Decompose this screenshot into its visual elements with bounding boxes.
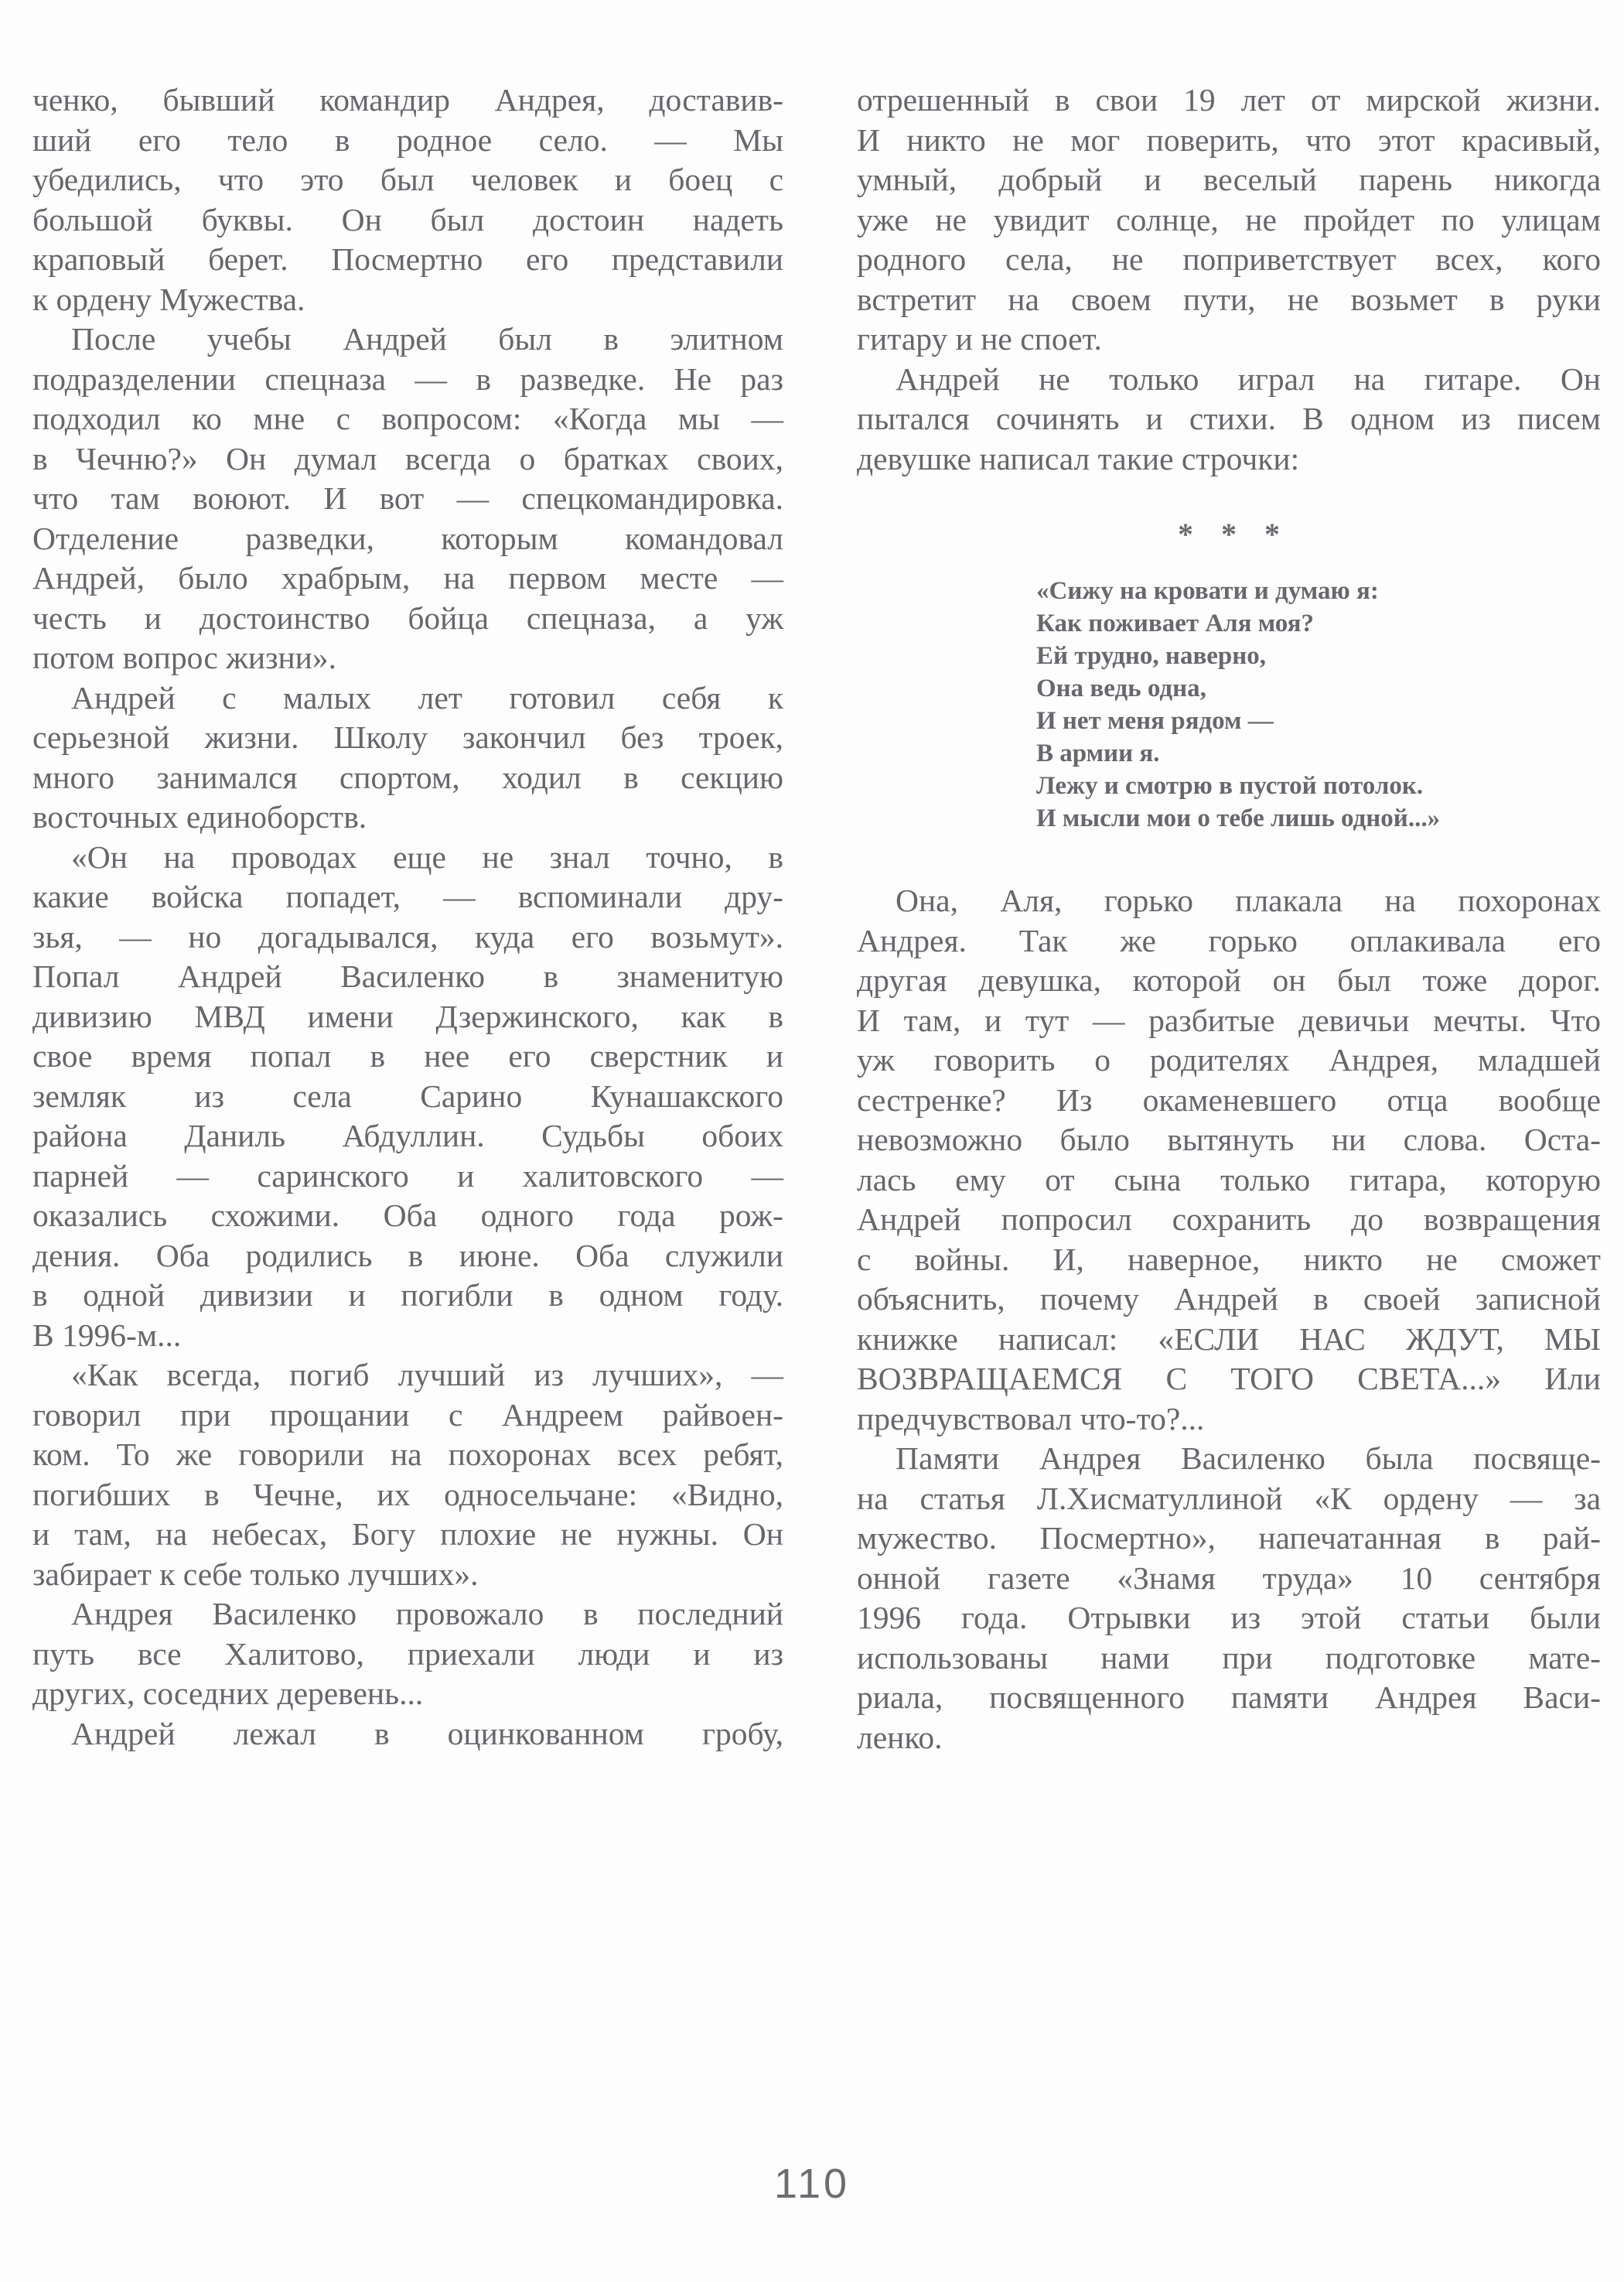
text-line: восточных единоборств. (32, 799, 367, 835)
text-line: парней — саринского и халитовского — (32, 1157, 783, 1194)
text-line: ленко. (857, 1719, 943, 1755)
paragraph-block (857, 80, 1601, 479)
text-line: района Даниль Абдуллин. Судьбы обоих (32, 1118, 783, 1153)
text-line: Попал Андрей Василенко в знаменитую (32, 958, 783, 994)
text-line: «Как всегда, погиб лучший из лучших», — (71, 1357, 783, 1392)
poem-block (1036, 575, 1601, 835)
text-line: сестренке? Из окаменевшего отца вообще (857, 1081, 1601, 1118)
paragraph-block (857, 881, 1601, 1758)
section-separator-stars: * * * (1178, 517, 1280, 552)
text-line: честь и достоинство бойца спецназа, а уж (32, 600, 783, 636)
text-line: После учебы Андрей был в элитном (71, 321, 783, 357)
poem-line: Как поживает Аля моя? (1036, 610, 1315, 637)
text-line: родного села, не поприветствует всех, кого (857, 241, 1601, 277)
text-line: забирает к себе только лучших». (32, 1556, 479, 1592)
text-line: других, соседних деревень... (32, 1676, 424, 1711)
paragraph-block (32, 80, 783, 1754)
text-line: что там воюют. И вот — спецкомандировка. (32, 480, 783, 516)
text-line: ший его тело в родное село. — Мы (32, 121, 783, 158)
text-line: И там, и тут — разбитые девичьи мечты. Что (857, 1002, 1601, 1038)
left-text-column (32, 80, 783, 1754)
poem-line: И мысли мои о тебе лишь одной...» (1036, 805, 1441, 832)
right-text-column (857, 80, 1601, 1758)
text-line: говорил при прощании с Андреем райвоен- (32, 1396, 783, 1433)
text-line: книжке написал: «ЕСЛИ НАС ЖДУТ, МЫ (857, 1320, 1601, 1357)
text-line: оказались схожими. Оба одного года рож- (32, 1197, 783, 1233)
text-line: объяснить, почему Андрей в своей записной (857, 1281, 1601, 1317)
text-line: ченко, бывший командир Андрея, доставив- (32, 82, 783, 118)
text-line: Андрей не только играл на гитаре. Он (896, 360, 1601, 397)
text-line: Она, Аля, горько плакала на похоронах (896, 883, 1601, 918)
text-line: Андрей, было храбрым, на первом месте — (32, 560, 783, 596)
text-line: с войны. И, наверное, никто не сможет (857, 1241, 1601, 1277)
text-line: пытался сочинять и стихи. В одном из писем (857, 401, 1601, 436)
text-line: ком. То же говорили на похоронах всех ребят, (32, 1436, 783, 1472)
text-line: путь все Халитово, приехали люди и из (32, 1635, 783, 1672)
text-line: подходил ко мне с вопросом: «Когда мы — (32, 401, 783, 436)
text-line: мужество. Посмертно», напечатанная в рай- (857, 1520, 1601, 1556)
text-line: серьезной жизни. Школу закончил без троек, (32, 719, 783, 755)
text-line: использованы нами при подготовке мате- (857, 1639, 1601, 1676)
text-line: ВОЗВРАЩАЕМСЯ С ТОГО СВЕТА...» Или (857, 1361, 1601, 1396)
poem-line: Лежу и смотрю в пустой потолок. (1036, 772, 1424, 800)
text-line: встретит на своем пути, не возьмет в руки (857, 281, 1601, 317)
text-line: земляк из села Сарино Кунашакского (32, 1078, 783, 1114)
text-line: убедились, что это был человек и боец с (32, 162, 783, 197)
text-line: уж говорить о родителях Андрея, младшей (857, 1042, 1601, 1078)
text-line: Отделение разведки, которым командовал (32, 520, 783, 556)
text-line: отрешенный в свои 19 лет от мирской жизни. (857, 82, 1601, 118)
text-line: гитару и не споет. (857, 321, 1102, 357)
poem-line: И нет меня рядом — (1036, 707, 1274, 735)
text-line: краповый берет. Посмертно его представили (32, 241, 783, 277)
poem-line: В армии я. (1036, 740, 1160, 767)
text-line: свое время попал в нее его сверстник и (32, 1038, 783, 1074)
text-line: предчувствовал что-то?... (857, 1400, 1205, 1436)
text-line: лась ему от сына только гитара, которую (857, 1161, 1601, 1197)
text-line: погибших в Чечне, их односельчане: «Видно, (32, 1476, 783, 1512)
poem-line: Ей трудно, наверно, (1036, 642, 1267, 670)
text-line: какие войска попадет, — вспоминали дру- (32, 879, 783, 914)
text-line: девушке написал такие строчки: (857, 440, 1300, 477)
text-line: в Чечню?» Он думал всегда о братках своих, (32, 440, 783, 477)
text-line: «Он на проводах еще не знал точно, в (71, 839, 783, 875)
text-line: подразделении спецназа — в разведке. Не раз (32, 360, 783, 397)
text-line: большой буквы. Он был достоин надеть (32, 201, 783, 237)
page-number: 110 (773, 2161, 851, 2207)
text-line: дивизию МВД имени Дзержинского, как в (32, 998, 783, 1034)
text-line: невозможно было вытянуть ни слова. Оста- (857, 1122, 1601, 1157)
text-line: другая девушка, которой он был тоже дорог. (857, 962, 1601, 998)
text-line: онной газете «Знамя труда» 10 сентября (857, 1559, 1601, 1596)
text-line: зья, — но догадывался, куда его возьмут». (32, 918, 783, 955)
text-line: 1996 года. Отрывки из этой статьи были (857, 1600, 1601, 1635)
text-line: много занимался спортом, ходил в секцию (32, 759, 783, 795)
text-line: дения. Оба родились в июне. Оба служили (32, 1237, 783, 1273)
text-line: на статья Л.Хисматуллиной «К ордену — за (857, 1480, 1601, 1516)
poem-line: Она ведь одна, (1036, 675, 1206, 702)
text-line: уже не увидит солнце, не пройдет по улицам (857, 201, 1601, 237)
text-line: в одной дивизии и погибли в одном году. (32, 1277, 783, 1313)
text-line: И никто не мог поверить, что этот красивый, (857, 121, 1601, 158)
text-line: Андрей с малых лет готовил себя к (71, 679, 783, 716)
text-line: риала, посвященного памяти Андрея Васи- (857, 1679, 1601, 1715)
text-line: к ордену Мужества. (32, 281, 305, 317)
text-line: Андрея. Так же горько оплакивала его (857, 922, 1601, 958)
text-line: Памяти Андрея Василенко была посвяще- (896, 1440, 1601, 1476)
text-line: В 1996-м... (32, 1317, 182, 1353)
text-line: умный, добрый и веселый парень никогда (857, 162, 1601, 197)
text-line: Андрей попросил сохранить до возвращения (857, 1201, 1601, 1237)
text-line: Андрей лежал в оцинкованном гробу, (71, 1715, 783, 1751)
text-line: и там, на небесах, Богу плохие не нужны. Он (32, 1516, 783, 1552)
text-line: Андрея Василенко провожало в последний (71, 1596, 783, 1631)
text-line: потом вопрос жизни». (32, 640, 337, 675)
poem-line: «Сижу на кровати и думаю я: (1036, 577, 1379, 605)
